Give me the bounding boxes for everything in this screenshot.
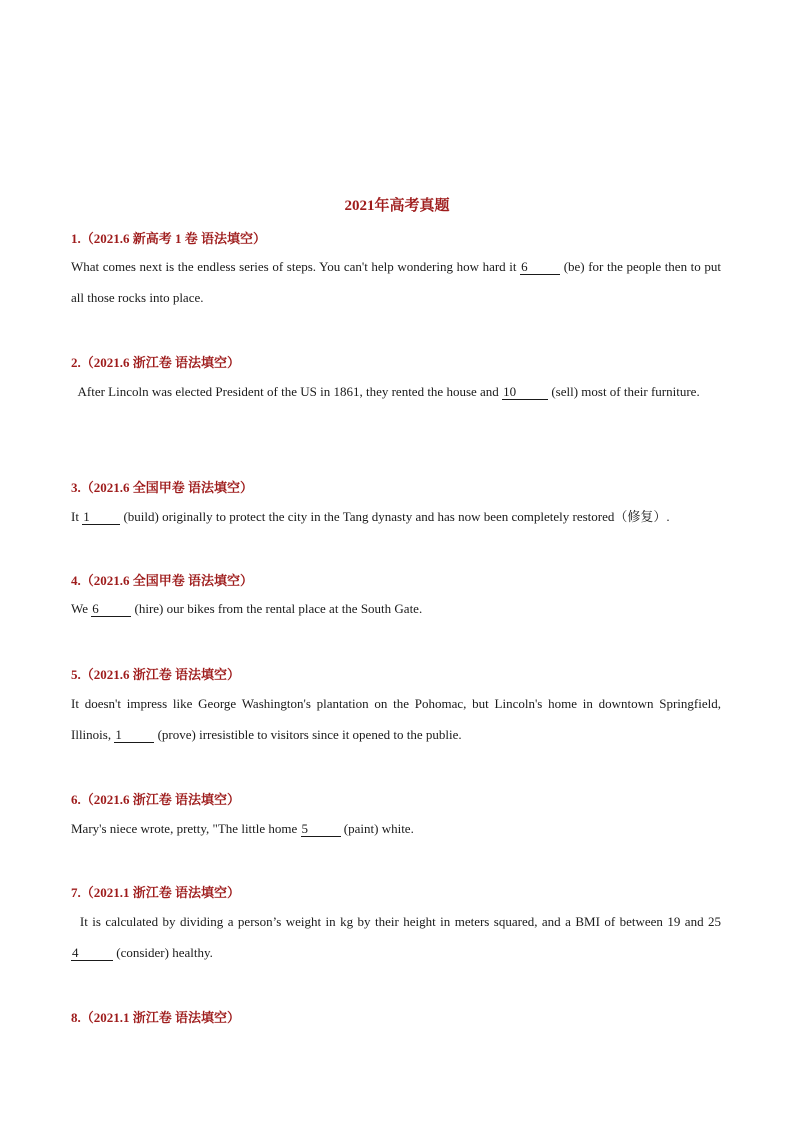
question-3-blank: 1 [82,510,120,525]
question-6-text-before: Mary's niece wrote, pretty, "The little home [71,821,301,836]
question-7-blank: 4 [71,946,113,961]
page-title: 2021年高考真题 [344,198,450,214]
question-1-blank: 6 [520,260,560,275]
question-7-text [71,906,725,968]
question-6-text-after: (paint) white. [340,821,414,836]
question-4-heading: 4.（2021.6 全国甲卷 语法填空） [71,573,254,588]
question-5-text [71,688,721,750]
question-7-text-before: It is calculated by dividing a person’s weight in kg by their height in meters squared, and a BMI of between 19 and 25 [71,914,725,929]
question-1-heading: 1.（2021.6 新高考 1 卷 语法填空） [71,231,267,246]
question-5-text-before: It doesn't impress like George Washington's plantation on the Pohomac, but Lincoln's home in downtown Springfield, Illinois, [71,696,721,742]
question-2-text-before: After Lincoln was elected President of the US in 1861, they rented the house and [71,384,503,399]
question-2-blank: 10 [502,385,548,400]
question-7-heading: 7.（2021.1 浙江卷 语法填空） [71,885,241,900]
question-1-text-before: What comes next is the endless series of steps. You can't help wondering how hard it [71,259,521,274]
question-8-heading: 8.（2021.1 浙江卷 语法填空） [71,1010,241,1025]
question-3-text-before: It [71,509,83,524]
question-6-blank: 5 [301,822,341,837]
question-5-heading: 5.（2021.6 浙江卷 语法填空） [71,667,241,682]
question-6-text [71,813,721,844]
question-3-text [71,501,721,532]
question-7-text-after: (consider) healthy. [113,945,213,960]
question-1-text-after: (be) for the people then to put all those rocks into place. [71,259,721,305]
question-2-text-after: (sell) most of their furniture. [548,384,700,399]
question-5-text-after: (prove) irresistible to visitors since it opened to the publie. [154,727,462,742]
question-3-heading: 3.（2021.6 全国甲卷 语法填空） [71,480,254,495]
question-4-text [71,593,721,624]
question-1-text [71,251,721,313]
question-5-blank: 1 [114,728,154,743]
question-4-text-before: We [71,601,92,616]
question-2-heading: 2.（2021.6 浙江卷 语法填空） [71,355,241,370]
question-2-text [71,376,721,407]
question-4-text-after: (hire) our bikes from the rental place at the South Gate. [131,601,423,616]
question-3-text-after: (build) originally to protect the city in the Tang dynasty and has now been completely restored（修复）. [120,509,670,524]
question-4-blank: 6 [91,602,131,617]
question-6-heading: 6.（2021.6 浙江卷 语法填空） [71,792,241,807]
